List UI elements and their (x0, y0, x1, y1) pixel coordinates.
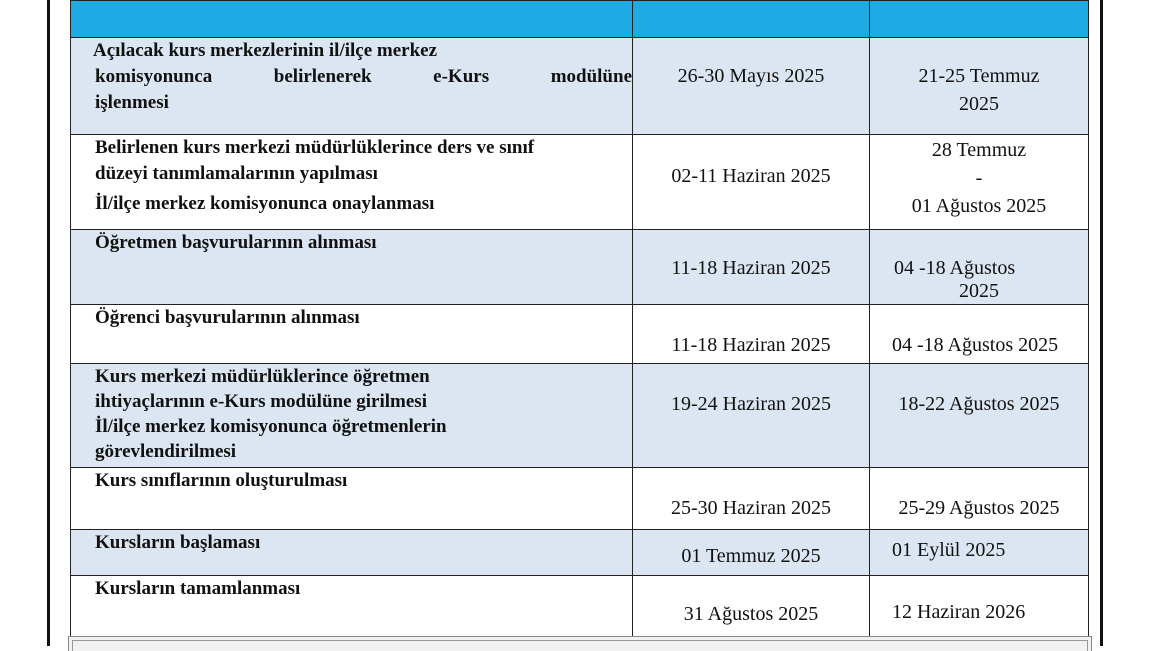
table-header-row (71, 1, 1089, 38)
date-text: 25-30 Haziran 2025 (671, 497, 831, 519)
task-cell (71, 468, 633, 530)
table-row (71, 38, 1089, 135)
date-text: 18-22 Ağustos 2025 (898, 393, 1060, 415)
date-text: 04 -18 Ağustos 2025 (892, 334, 1059, 356)
task-cell (71, 38, 633, 135)
task-line: işlenmesi (95, 92, 169, 113)
header-cell (633, 1, 870, 38)
date-cell-2025-june (633, 364, 870, 468)
date-text: 31 Ağustos 2025 (683, 603, 819, 625)
page-frame-right (1100, 0, 1103, 646)
date-text: 11-18 Haziran 2025 (671, 257, 831, 279)
task-line: Açılacak kurs merkezlerinin il/ilçe merkez (93, 40, 438, 61)
table-row (71, 576, 1089, 637)
table-row (71, 364, 1089, 468)
date-text: 04 -18 Ağustos (894, 257, 1016, 279)
task-cell (71, 135, 633, 230)
task-line: Belirlenen kurs merkezi müdürlüklerince ders ve sınıf (95, 137, 535, 158)
page-frame-left (47, 0, 50, 646)
date-text: 02-11 Haziran 2025 (671, 165, 831, 187)
date-text: 01 Ağustos 2025 (911, 195, 1047, 217)
task-line: Kurs merkezi müdürlüklerince öğretmen (95, 366, 430, 387)
date-text: 11-18 Haziran 2025 (671, 334, 831, 356)
date-text: 01 Temmuz 2025 (681, 545, 821, 567)
task-line: Kurs sınıflarının oluşturulması (95, 470, 348, 491)
next-table-edge (68, 636, 1092, 651)
date-cell-2025-aug (870, 530, 1089, 576)
date-cell-2025-aug (870, 230, 1089, 305)
table-row (71, 530, 1089, 576)
date-cell-2025-june (633, 305, 870, 364)
task-line: İl/ilçe merkez komisyonunca öğretmenlerin (95, 416, 447, 437)
date-cell-2025-aug (870, 305, 1089, 364)
table-row (71, 230, 1089, 305)
task-line: İl/ilçe merkez komisyonunca onaylanması (95, 193, 435, 214)
date-cell-2025-aug (870, 38, 1089, 135)
date-cell-2025-june (633, 576, 870, 637)
date-cell-2025-aug (870, 135, 1089, 230)
date-cell-2025-aug (870, 364, 1089, 468)
task-line: Öğrenci başvurularının alınması (95, 307, 360, 328)
header-cell (71, 1, 633, 38)
task-line: düzeyi tanımlamalarının yapılması (95, 163, 378, 184)
schedule-table (70, 0, 1089, 637)
date-text: 25-29 Ağustos 2025 (898, 497, 1060, 519)
date-text: 19-24 Haziran 2025 (671, 393, 831, 415)
date-text: 01 Eylül 2025 (892, 539, 1006, 561)
date-cell-2025-june (633, 468, 870, 530)
date-cell-2025-june (633, 38, 870, 135)
table-row (71, 135, 1089, 230)
header-cell (870, 1, 1089, 38)
task-cell (71, 576, 633, 637)
date-cell-2025-june (633, 135, 870, 230)
date-cell-2025-june (633, 530, 870, 576)
table-row (71, 305, 1089, 364)
task-line: Kursların başlaması (95, 532, 261, 553)
task-cell (71, 305, 633, 364)
task-line: ihtiyaçlarının e-Kurs modülüne girilmesi (95, 391, 427, 412)
date-cell-2025-aug (870, 468, 1089, 530)
task-line: Öğretmen başvurularının alınması (95, 232, 377, 253)
date-text: 2025 (959, 93, 999, 115)
date-cell-2025-aug (870, 576, 1089, 637)
date-cell-2025-june (633, 230, 870, 305)
task-line: komisyonunca belirlenerek e-Kurs modülüne (95, 66, 632, 87)
task-line: Kursların tamamlanması (95, 578, 301, 599)
date-text: 26-30 Mayıs 2025 (677, 65, 825, 87)
task-cell (71, 230, 633, 305)
task-cell (71, 530, 633, 576)
table-row (71, 468, 1089, 530)
task-cell (71, 364, 633, 468)
date-text: 12 Haziran 2026 (892, 601, 1026, 623)
date-text: 21-25 Temmuz (918, 65, 1040, 87)
task-line: görevlendirilmesi (95, 441, 237, 462)
date-text: 2025 (959, 280, 999, 302)
date-text: 28 Temmuz (931, 139, 1027, 161)
date-text: - (975, 167, 983, 189)
